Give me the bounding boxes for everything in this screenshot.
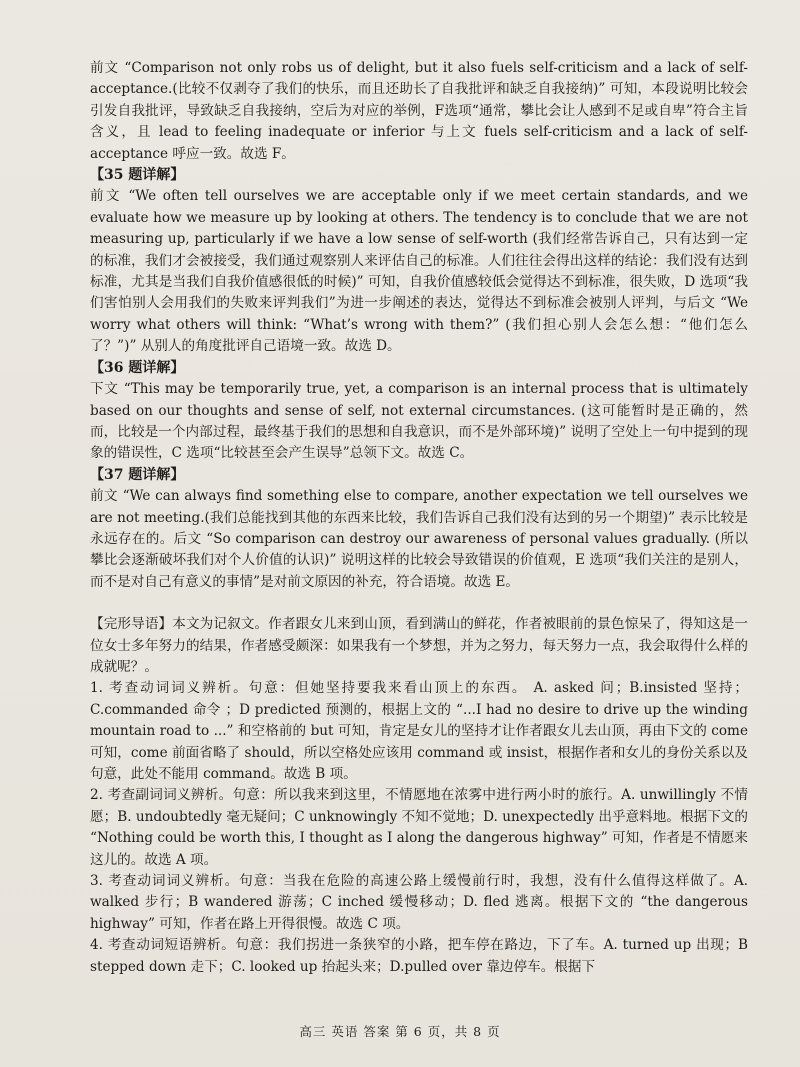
q34-explanation: 前文 “Comparison not only robs us of delight, but it also fuels self-criticism and a lack of self-acceptance.(比较不仅剥夺了我们的快乐，而且还助长了自我批评和缺乏自我接纳)” 可知，本段说明比较会引发自我批评，导致缺乏自我接纳，空后为对应的举例，F选项“通常，攀比会让人感到不足或自卑”符合主旨含义，且 lead to feeling inadequate or inferior 与上文 fuels self-criticism and a lack of self-acceptance 呼应一致。故选 F。	[90, 60, 748, 162]
cloze-q1: 1. 考查动词词义辨析。句意：但她坚持要我来看山顶上的东西。 A. asked 问；B.insisted 坚持；C.commanded 命令 ；D predicted 预测的，根据上文的 “...I had no desire to drive up the winding mountain road to ...” 和空格前的 but 可知，肯定是女儿的坚持才让作者跟女儿去山顶，再由下文的 come 可知，come 前面省略了 should，所以空格处应该用 command 或 insist，根据作者和女儿的身份关系以及句意，此处不能用 command。故选 B 项。	[90, 680, 748, 782]
q36-explanation: 下文 “This may be temporarily true, yet, a comparison is an internal process that is ultimately based on our thoughts and sense of self, not external circumstances. (这可能暂时是正确的，然而，比较是一个内部过程，最终基于我们的思想和自我意识，而不是外部环境)” 说明了空处上一句中提到的现象的错误性，C 选项“比较甚至会产生误导”总领下文。故选 C。	[90, 381, 748, 462]
page-footer: 高三 英语 答案 第 6 页，共 8 页	[299, 1024, 501, 1039]
q36-title: 【36 题详解】	[90, 359, 185, 376]
cloze-q2: 2. 考查副词词义辨析。句意：所以我来到这里，不情愿地在浓雾中进行两小时的旅行。A. unwillingly 不情愿；B. undoubtedly 毫无疑问；C unknowingly 不知不觉地；D. unexpectedly 出乎意料地。根据下文的 “Nothing could be worth this, I thought as I along the dangerous highway” 可知，作者是不情愿来这儿的。故选 A 项。	[90, 787, 748, 868]
cloze-q3: 3. 考查动词词义辨析。句意：当我在危险的高速公路上缓慢前行时，我想，没有什么值得这样做了。A. walked 步行；B wandered 游荡；C inched 缓慢移动；D. fled 逃离。根据下文的 “the dangerous highway” 可知，作者在路上开得很慢。故选 C 项。	[90, 873, 748, 932]
section-gap	[90, 593, 748, 614]
cloze-q4: 4. 考查动词短语辨析。句意：我们拐进一条狭窄的小路，把车停在路边，下了车。A. turned up 出现；B stepped down 走下；C. looked up 抬起头来；D.pulled over 靠边停车。根据下	[90, 937, 748, 975]
q35-title: 【35 题详解】	[90, 167, 185, 184]
cloze-intro: 【完形导语】本文为记叙文。作者跟女儿来到山顶，看到满山的鲜花，作者被眼前的景色惊呆了，得知这是一位女士多年努力的结果，作者感受颇深：如果我有一个梦想，并为之努力，每天努力一点，我会取得什么样的成就呢？。	[90, 616, 748, 675]
q37-title: 【37 题详解】	[90, 466, 185, 483]
q37-explanation: 前文 “We can always find something else to compare, another expectation we tell ourselves we are not meeting.(我们总能找到其他的东西来比较，我们告诉自己我们没有达到的另一个期望)” 表示比较是永远存在的。后文 “So comparison can destroy our awareness of personal values gradually. (所以攀比会逐渐破坏我们对个人价值的认识)” 说明这样的比较会导致错误的价值观，E 选项“我们关注的是别人，而不是对自己有意义的事情”是对前文原因的补充，符合语境。故选 E。	[90, 488, 748, 590]
q35-explanation: 前文 “We often tell ourselves we are acceptable only if we meet certain standards, and we evaluate how we measure up by looking at others. The tendency is to conclude that we are not measuring up, particularly if we have a low sense of self-worth (我们经常告诉自己，只有达到一定的标准，我们才会被接受，我们通过观察别人来评估自己的标准。人们往往会得出这样的结论：我们没有达到标准，尤其是当我们自我价值感很低的时候)” 可知，自我价值感较低会觉得达不到标准，很失败，D 选项“我们害怕别人会用我们的失败来评判我们”为进一步阐述的表达，觉得达不到标准会被别人评判，与后文 “We worry what others will think: “What’s wrong with them?” (我们担心别人会怎么想：“他们怎么了？”)” 从别人的角度批评自己语境一致。故选 D。	[90, 188, 748, 355]
